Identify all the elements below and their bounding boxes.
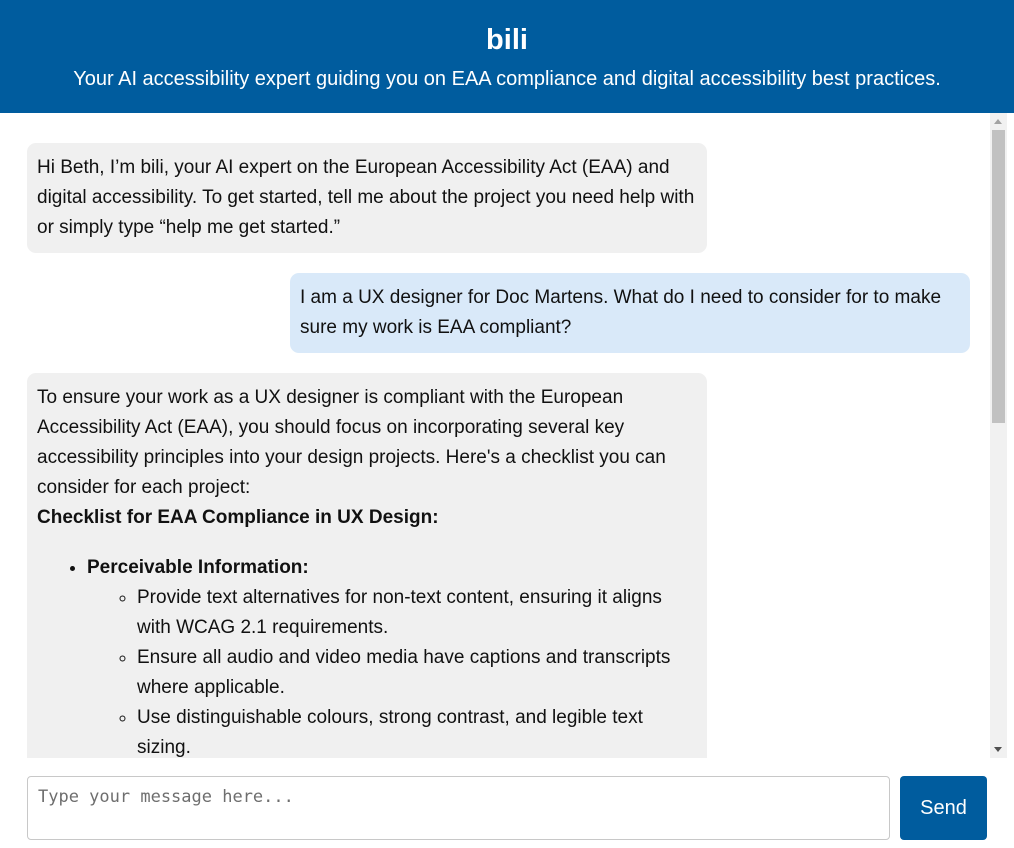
bot-message (27, 143, 707, 253)
bot-message-intro: To ensure your work as a UX designer is compliant with the European Accessibility Act (EAA), you should focus on incorporating several key accessibility principles into your design projects. Here's a checklist you can consider for each project: (37, 387, 666, 498)
user-message (290, 273, 970, 353)
chat-scrollbar[interactable] (990, 113, 1007, 758)
app-header (0, 0, 1014, 113)
app-title: bili (486, 24, 528, 56)
checklist-section-title: Perceivable Information: (87, 557, 309, 578)
bot-message (27, 373, 707, 758)
scrollbar-thumb[interactable] (992, 130, 1005, 423)
message-composer (0, 758, 1014, 848)
checklist-item: ◦ Use distinguishable colours, strong contrast, and legible text sizing. (137, 703, 697, 758)
checklist-item: ◦ Ensure all audio and video media have captions and transcripts where applicable. (137, 643, 697, 703)
scroll-down-arrow-icon[interactable] (994, 747, 1002, 752)
app-subtitle: Your AI accessibility expert guiding you on EAA compliance and digital accessibility best practices. (73, 68, 941, 90)
checklist-heading: Checklist for EAA Compliance in UX Design: (37, 507, 439, 528)
chat-log[interactable] (0, 113, 1014, 758)
checklist-item: ◦ Provide text alternatives for non-text content, ensuring it aligns with WCAG 2.1 requirements. (137, 583, 697, 643)
checklist-section (87, 553, 697, 758)
user-message-text: I am a UX designer for Doc Martens. What do I need to consider for to make sure my work is EAA compliant? (300, 287, 942, 338)
bot-message-text: Hi Beth, I’m bili, your AI expert on the European Accessibility Act (EAA) and digital accessibility. To get started, tell me about the project you need help with or simply type “help me get started.” (37, 157, 695, 238)
checklist-items (87, 583, 697, 758)
message-input[interactable] (27, 776, 890, 840)
scroll-up-arrow-icon[interactable] (994, 119, 1002, 124)
send-button[interactable]: Send (900, 776, 987, 840)
checklist (37, 553, 697, 758)
